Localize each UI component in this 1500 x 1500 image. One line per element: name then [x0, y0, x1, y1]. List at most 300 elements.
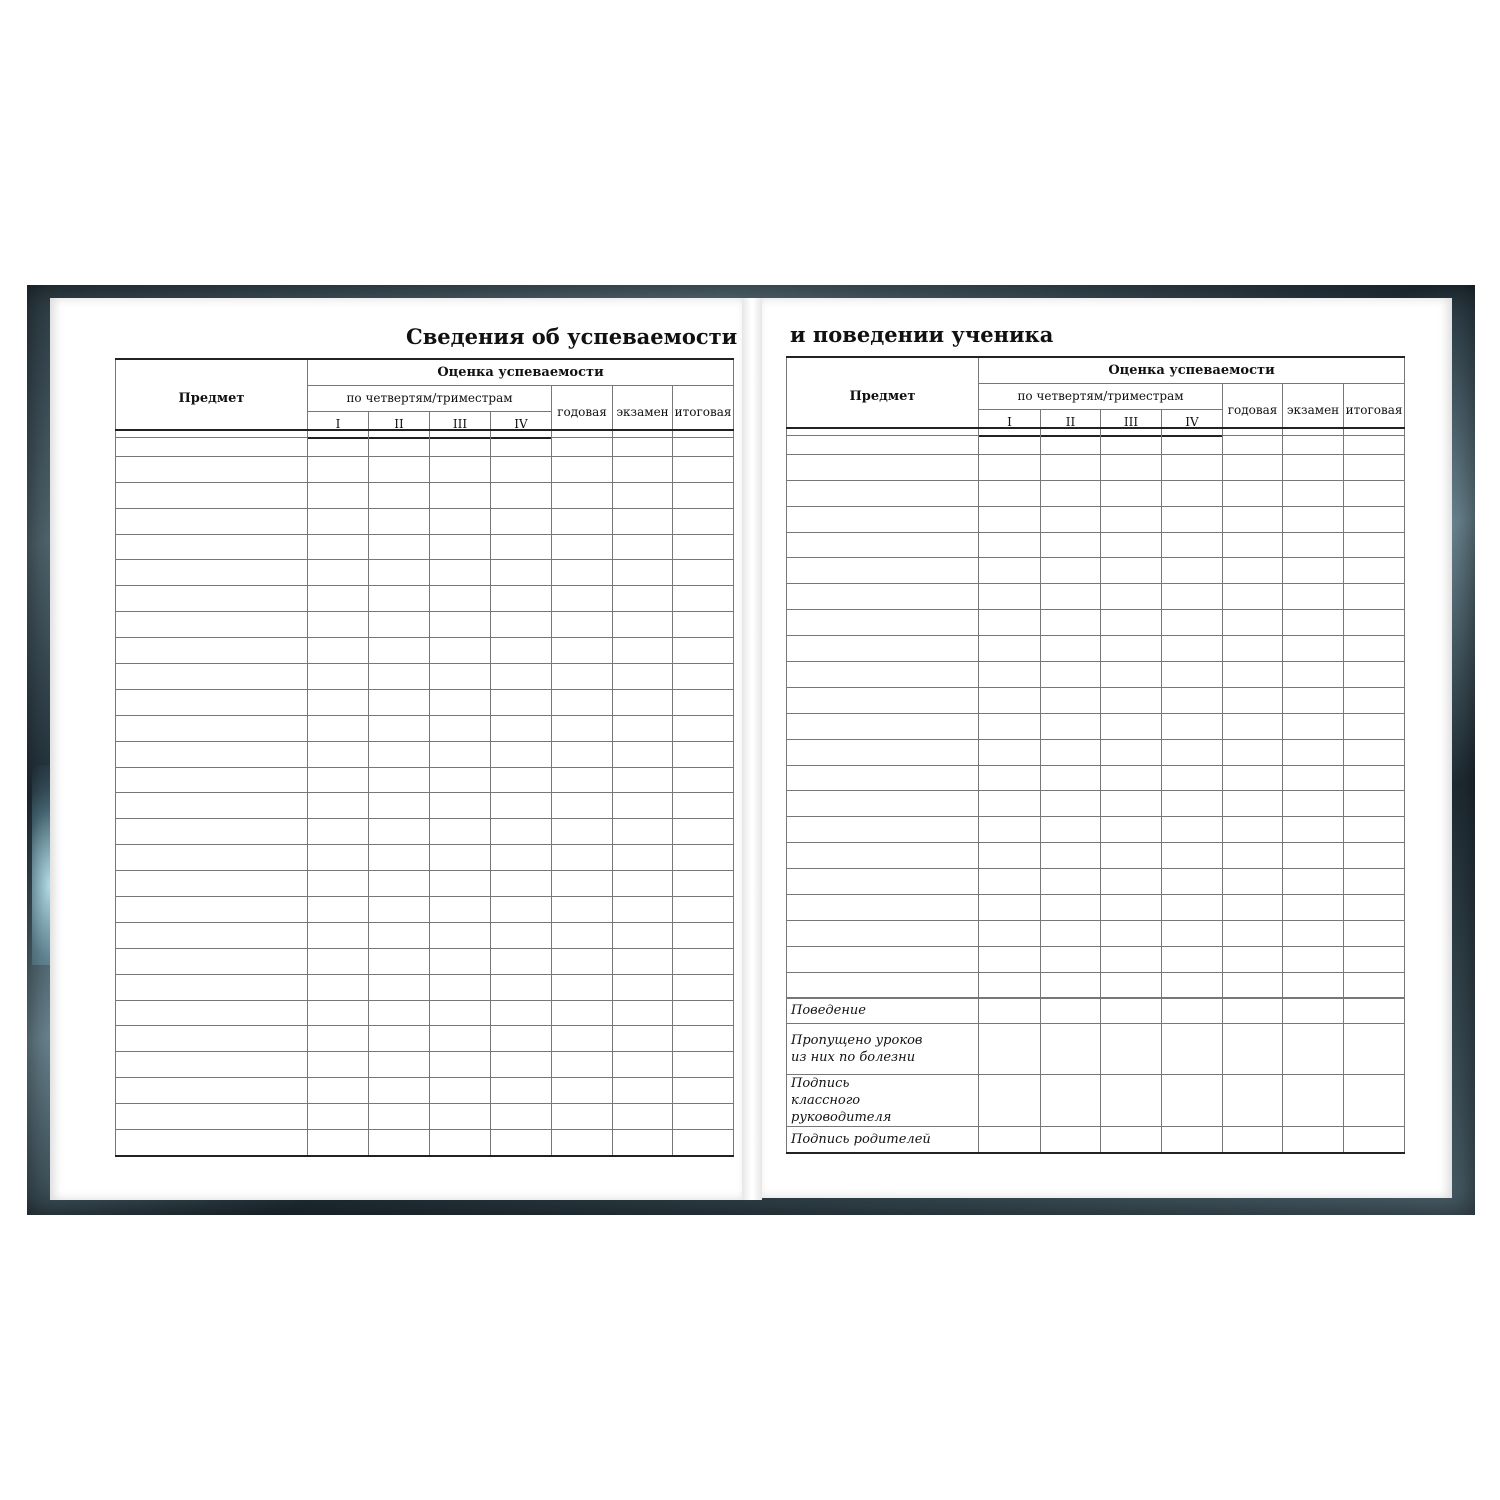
grade-cell[interactable] — [673, 871, 734, 897]
grade-cell[interactable] — [613, 689, 673, 715]
grade-cell[interactable] — [1283, 636, 1344, 662]
grade-cell[interactable] — [979, 558, 1041, 584]
grade-cell[interactable] — [1283, 428, 1344, 454]
grade-cell[interactable] — [369, 793, 430, 819]
grade-cell[interactable] — [491, 871, 552, 897]
grade-cell[interactable] — [308, 897, 369, 923]
grade-cell[interactable] — [491, 845, 552, 871]
grade-cell[interactable] — [1223, 480, 1283, 506]
subject-cell[interactable] — [787, 610, 979, 636]
grade-cell[interactable] — [308, 871, 369, 897]
grade-cell[interactable] — [1223, 687, 1283, 713]
grade-cell[interactable] — [673, 715, 734, 741]
grade-cell[interactable] — [613, 1130, 673, 1156]
grade-cell[interactable] — [369, 534, 430, 560]
grade-cell[interactable] — [1101, 584, 1162, 610]
subject-cell[interactable] — [787, 817, 979, 843]
grade-cell[interactable] — [1283, 843, 1344, 869]
grade-cell[interactable] — [613, 948, 673, 974]
grade-cell[interactable] — [673, 586, 734, 612]
grade-cell[interactable] — [613, 1104, 673, 1130]
grade-cell[interactable] — [308, 922, 369, 948]
grade-cell[interactable] — [1344, 843, 1405, 869]
grade-cell[interactable] — [613, 638, 673, 664]
grade-cell[interactable] — [308, 560, 369, 586]
grade-cell[interactable] — [673, 845, 734, 871]
grade-cell[interactable] — [308, 482, 369, 508]
grade-cell[interactable] — [613, 1078, 673, 1104]
subject-cell[interactable] — [116, 689, 308, 715]
subject-cell[interactable] — [787, 946, 979, 972]
grade-cell[interactable] — [1162, 895, 1223, 921]
grade-cell[interactable] — [491, 689, 552, 715]
grade-cell[interactable] — [1041, 584, 1101, 610]
grade-cell[interactable] — [491, 560, 552, 586]
grade-cell[interactable] — [552, 1052, 613, 1078]
grade-cell[interactable] — [430, 974, 491, 1000]
grade-cell[interactable] — [1101, 920, 1162, 946]
grade-cell[interactable] — [1344, 791, 1405, 817]
grade-cell[interactable] — [1223, 765, 1283, 791]
grade-cell[interactable] — [308, 1130, 369, 1156]
grade-cell[interactable] — [552, 430, 613, 456]
subject-cell[interactable] — [787, 687, 979, 713]
grade-cell[interactable] — [369, 897, 430, 923]
grade-cell[interactable] — [369, 689, 430, 715]
subject-cell[interactable] — [116, 1104, 308, 1130]
grade-cell[interactable] — [613, 560, 673, 586]
grade-cell[interactable] — [673, 1052, 734, 1078]
grade-cell[interactable] — [1101, 765, 1162, 791]
grade-cell[interactable] — [1101, 791, 1162, 817]
grade-cell[interactable] — [979, 662, 1041, 688]
grade-cell[interactable] — [1041, 532, 1101, 558]
grade-cell[interactable] — [491, 767, 552, 793]
grade-cell[interactable] — [369, 1104, 430, 1130]
grade-cell[interactable] — [1101, 480, 1162, 506]
grade-cell[interactable] — [1344, 765, 1405, 791]
grade-cell[interactable] — [491, 819, 552, 845]
grade-cell[interactable] — [1283, 739, 1344, 765]
grade-cell[interactable] — [369, 612, 430, 638]
grade-cell[interactable] — [430, 1104, 491, 1130]
grade-cell[interactable] — [430, 715, 491, 741]
grade-cell[interactable] — [1344, 662, 1405, 688]
grade-cell[interactable] — [979, 791, 1041, 817]
grade-cell[interactable] — [430, 1130, 491, 1156]
grade-cell[interactable] — [1041, 739, 1101, 765]
subject-cell[interactable] — [787, 636, 979, 662]
grade-cell[interactable] — [552, 456, 613, 482]
grade-cell[interactable] — [613, 793, 673, 819]
grade-cell[interactable] — [552, 508, 613, 534]
subject-cell[interactable] — [116, 1130, 308, 1156]
subject-cell[interactable] — [116, 586, 308, 612]
grade-cell[interactable] — [613, 897, 673, 923]
grade-cell[interactable] — [430, 871, 491, 897]
subject-cell[interactable] — [116, 534, 308, 560]
grade-cell[interactable] — [613, 430, 673, 456]
grade-cell[interactable] — [1041, 558, 1101, 584]
grade-cell[interactable] — [673, 1078, 734, 1104]
grade-cell[interactable] — [1344, 817, 1405, 843]
grade-cell[interactable] — [1223, 454, 1283, 480]
grade-cell[interactable] — [613, 871, 673, 897]
grade-cell[interactable] — [491, 897, 552, 923]
grade-cell[interactable] — [552, 482, 613, 508]
subject-cell[interactable] — [787, 506, 979, 532]
grade-cell[interactable] — [1162, 506, 1223, 532]
grade-cell[interactable] — [1283, 454, 1344, 480]
grade-cell[interactable] — [1041, 713, 1101, 739]
grade-cell[interactable] — [1283, 713, 1344, 739]
grade-cell[interactable] — [430, 664, 491, 690]
subject-cell[interactable] — [787, 920, 979, 946]
grade-cell[interactable] — [552, 922, 613, 948]
grade-cell[interactable] — [613, 586, 673, 612]
grade-cell[interactable] — [1041, 895, 1101, 921]
grade-cell[interactable] — [552, 974, 613, 1000]
grade-cell[interactable] — [613, 612, 673, 638]
grade-cell[interactable] — [1344, 558, 1405, 584]
grade-cell[interactable] — [979, 687, 1041, 713]
grade-cell[interactable] — [491, 793, 552, 819]
subject-cell[interactable] — [787, 558, 979, 584]
grade-cell[interactable] — [673, 767, 734, 793]
grade-cell[interactable] — [308, 974, 369, 1000]
grade-cell[interactable] — [1283, 532, 1344, 558]
grade-cell[interactable] — [1344, 532, 1405, 558]
grade-cell[interactable] — [491, 586, 552, 612]
grade-cell[interactable] — [369, 948, 430, 974]
grade-cell[interactable] — [1162, 610, 1223, 636]
grade-cell[interactable] — [430, 793, 491, 819]
grade-cell[interactable] — [430, 948, 491, 974]
grade-cell[interactable] — [1223, 895, 1283, 921]
grade-cell[interactable] — [552, 948, 613, 974]
grade-cell[interactable] — [430, 430, 491, 456]
grade-cell[interactable] — [1101, 895, 1162, 921]
subject-cell[interactable] — [787, 895, 979, 921]
grade-cell[interactable] — [308, 948, 369, 974]
grade-cell[interactable] — [552, 819, 613, 845]
grade-cell[interactable] — [308, 1052, 369, 1078]
subject-cell[interactable] — [116, 897, 308, 923]
subject-cell[interactable] — [116, 715, 308, 741]
grade-cell[interactable] — [1344, 428, 1405, 454]
subject-cell[interactable] — [116, 767, 308, 793]
grade-cell[interactable] — [1101, 946, 1162, 972]
grade-cell[interactable] — [613, 922, 673, 948]
grade-cell[interactable] — [430, 922, 491, 948]
grade-cell[interactable] — [430, 689, 491, 715]
subject-cell[interactable] — [116, 1052, 308, 1078]
grade-cell[interactable] — [1283, 869, 1344, 895]
subject-cell[interactable] — [116, 560, 308, 586]
grade-cell[interactable] — [491, 948, 552, 974]
grade-cell[interactable] — [430, 767, 491, 793]
subject-cell[interactable] — [787, 791, 979, 817]
grade-cell[interactable] — [1041, 636, 1101, 662]
grade-cell[interactable] — [491, 534, 552, 560]
grade-cell[interactable] — [308, 741, 369, 767]
grade-cell[interactable] — [1283, 765, 1344, 791]
grade-cell[interactable] — [673, 612, 734, 638]
grade-cell[interactable] — [552, 741, 613, 767]
grade-cell[interactable] — [979, 532, 1041, 558]
grade-cell[interactable] — [369, 560, 430, 586]
grade-cell[interactable] — [552, 638, 613, 664]
grade-cell[interactable] — [369, 974, 430, 1000]
grade-cell[interactable] — [308, 664, 369, 690]
grade-cell[interactable] — [1223, 428, 1283, 454]
grade-cell[interactable] — [673, 974, 734, 1000]
grade-cell[interactable] — [673, 560, 734, 586]
grade-cell[interactable] — [673, 482, 734, 508]
grade-cell[interactable] — [673, 1104, 734, 1130]
grade-cell[interactable] — [979, 636, 1041, 662]
grade-cell[interactable] — [1101, 739, 1162, 765]
grade-cell[interactable] — [491, 456, 552, 482]
grade-cell[interactable] — [1101, 532, 1162, 558]
grade-cell[interactable] — [1162, 454, 1223, 480]
grade-cell[interactable] — [552, 586, 613, 612]
grade-cell[interactable] — [1101, 713, 1162, 739]
grade-cell[interactable] — [1041, 687, 1101, 713]
grade-cell[interactable] — [1283, 480, 1344, 506]
subject-cell[interactable] — [787, 843, 979, 869]
grade-cell[interactable] — [1344, 687, 1405, 713]
grade-cell[interactable] — [1101, 454, 1162, 480]
grade-cell[interactable] — [552, 1000, 613, 1026]
grade-cell[interactable] — [1101, 687, 1162, 713]
grade-cell[interactable] — [308, 715, 369, 741]
grade-cell[interactable] — [308, 793, 369, 819]
grade-cell[interactable] — [1223, 558, 1283, 584]
grade-cell[interactable] — [369, 664, 430, 690]
grade-cell[interactable] — [979, 506, 1041, 532]
grade-cell[interactable] — [1162, 739, 1223, 765]
grade-cell[interactable] — [613, 715, 673, 741]
grade-cell[interactable] — [1344, 454, 1405, 480]
grade-cell[interactable] — [552, 1104, 613, 1130]
grade-cell[interactable] — [1041, 765, 1101, 791]
grade-cell[interactable] — [491, 638, 552, 664]
grade-cell[interactable] — [491, 741, 552, 767]
grade-cell[interactable] — [1344, 739, 1405, 765]
subject-cell[interactable] — [116, 819, 308, 845]
grade-cell[interactable] — [979, 610, 1041, 636]
grade-cell[interactable] — [1283, 817, 1344, 843]
grade-cell[interactable] — [979, 713, 1041, 739]
subject-cell[interactable] — [116, 456, 308, 482]
grade-cell[interactable] — [1344, 869, 1405, 895]
grade-cell[interactable] — [1041, 428, 1101, 454]
grade-cell[interactable] — [1162, 765, 1223, 791]
subject-cell[interactable] — [116, 845, 308, 871]
grade-cell[interactable] — [1101, 843, 1162, 869]
grade-cell[interactable] — [1344, 920, 1405, 946]
grade-cell[interactable] — [552, 612, 613, 638]
subject-cell[interactable] — [116, 871, 308, 897]
grade-cell[interactable] — [1101, 972, 1162, 998]
grade-cell[interactable] — [1101, 636, 1162, 662]
grade-cell[interactable] — [552, 767, 613, 793]
grade-cell[interactable] — [1223, 713, 1283, 739]
grade-cell[interactable] — [673, 948, 734, 974]
grade-cell[interactable] — [1162, 532, 1223, 558]
grade-cell[interactable] — [1283, 687, 1344, 713]
grade-cell[interactable] — [308, 1000, 369, 1026]
grade-cell[interactable] — [430, 1052, 491, 1078]
grade-cell[interactable] — [369, 819, 430, 845]
grade-cell[interactable] — [430, 741, 491, 767]
grade-cell[interactable] — [430, 1000, 491, 1026]
grade-cell[interactable] — [673, 664, 734, 690]
grade-cell[interactable] — [369, 638, 430, 664]
grade-cell[interactable] — [673, 508, 734, 534]
grade-cell[interactable] — [1162, 428, 1223, 454]
grade-cell[interactable] — [1283, 662, 1344, 688]
grade-cell[interactable] — [430, 508, 491, 534]
grade-cell[interactable] — [1223, 610, 1283, 636]
grade-cell[interactable] — [1283, 506, 1344, 532]
grade-cell[interactable] — [308, 1026, 369, 1052]
grade-cell[interactable] — [613, 767, 673, 793]
grade-cell[interactable] — [1344, 480, 1405, 506]
grade-cell[interactable] — [369, 586, 430, 612]
grade-cell[interactable] — [369, 845, 430, 871]
grade-cell[interactable] — [613, 482, 673, 508]
grade-cell[interactable] — [1162, 843, 1223, 869]
grade-cell[interactable] — [308, 1078, 369, 1104]
grade-cell[interactable] — [1344, 972, 1405, 998]
subject-cell[interactable] — [787, 454, 979, 480]
grade-cell[interactable] — [1162, 946, 1223, 972]
grade-cell[interactable] — [369, 1000, 430, 1026]
grade-cell[interactable] — [1283, 972, 1344, 998]
grade-cell[interactable] — [1162, 636, 1223, 662]
grade-cell[interactable] — [1101, 428, 1162, 454]
grade-cell[interactable] — [673, 793, 734, 819]
grade-cell[interactable] — [979, 480, 1041, 506]
grade-cell[interactable] — [369, 741, 430, 767]
grade-cell[interactable] — [1162, 869, 1223, 895]
grade-cell[interactable] — [1344, 713, 1405, 739]
grade-cell[interactable] — [1041, 946, 1101, 972]
grade-cell[interactable] — [1041, 843, 1101, 869]
grade-cell[interactable] — [1101, 817, 1162, 843]
grade-cell[interactable] — [1344, 506, 1405, 532]
grade-cell[interactable] — [308, 767, 369, 793]
grade-cell[interactable] — [1223, 584, 1283, 610]
grade-cell[interactable] — [491, 1052, 552, 1078]
grade-cell[interactable] — [1223, 739, 1283, 765]
grade-cell[interactable] — [491, 612, 552, 638]
grade-cell[interactable] — [1041, 817, 1101, 843]
grade-cell[interactable] — [369, 767, 430, 793]
subject-cell[interactable] — [116, 482, 308, 508]
grade-cell[interactable] — [1223, 972, 1283, 998]
subject-cell[interactable] — [116, 793, 308, 819]
grade-cell[interactable] — [552, 534, 613, 560]
grade-cell[interactable] — [430, 1078, 491, 1104]
grade-cell[interactable] — [613, 741, 673, 767]
grade-cell[interactable] — [430, 560, 491, 586]
grade-cell[interactable] — [369, 1052, 430, 1078]
grade-cell[interactable] — [491, 1130, 552, 1156]
grade-cell[interactable] — [369, 482, 430, 508]
grade-cell[interactable] — [308, 819, 369, 845]
grade-cell[interactable] — [613, 508, 673, 534]
grade-cell[interactable] — [1223, 532, 1283, 558]
grade-cell[interactable] — [1344, 636, 1405, 662]
grade-cell[interactable] — [430, 612, 491, 638]
subject-cell[interactable] — [116, 741, 308, 767]
grade-cell[interactable] — [491, 664, 552, 690]
grade-cell[interactable] — [673, 638, 734, 664]
grade-cell[interactable] — [308, 586, 369, 612]
grade-cell[interactable] — [308, 508, 369, 534]
grade-cell[interactable] — [491, 1078, 552, 1104]
subject-cell[interactable] — [787, 869, 979, 895]
grade-cell[interactable] — [673, 741, 734, 767]
grade-cell[interactable] — [308, 638, 369, 664]
grade-cell[interactable] — [369, 508, 430, 534]
grade-cell[interactable] — [1162, 662, 1223, 688]
grade-cell[interactable] — [673, 819, 734, 845]
grade-cell[interactable] — [1162, 972, 1223, 998]
grade-cell[interactable] — [613, 845, 673, 871]
grade-cell[interactable] — [1162, 584, 1223, 610]
subject-cell[interactable] — [116, 508, 308, 534]
grade-cell[interactable] — [369, 456, 430, 482]
grade-cell[interactable] — [979, 946, 1041, 972]
grade-cell[interactable] — [1162, 558, 1223, 584]
grade-cell[interactable] — [552, 845, 613, 871]
grade-cell[interactable] — [1223, 843, 1283, 869]
grade-cell[interactable] — [1283, 584, 1344, 610]
grade-cell[interactable] — [1101, 610, 1162, 636]
grade-cell[interactable] — [491, 430, 552, 456]
grade-cell[interactable] — [673, 1000, 734, 1026]
grade-cell[interactable] — [1041, 972, 1101, 998]
subject-cell[interactable] — [116, 974, 308, 1000]
grade-cell[interactable] — [1283, 895, 1344, 921]
subject-cell[interactable] — [116, 1078, 308, 1104]
grade-cell[interactable] — [673, 922, 734, 948]
grade-cell[interactable] — [613, 819, 673, 845]
grade-cell[interactable] — [430, 845, 491, 871]
grade-cell[interactable] — [673, 897, 734, 923]
grade-cell[interactable] — [979, 895, 1041, 921]
grade-cell[interactable] — [1162, 791, 1223, 817]
grade-cell[interactable] — [1223, 506, 1283, 532]
grade-cell[interactable] — [369, 430, 430, 456]
grade-cell[interactable] — [1101, 506, 1162, 532]
grade-cell[interactable] — [308, 430, 369, 456]
grade-cell[interactable] — [1283, 920, 1344, 946]
grade-cell[interactable] — [552, 793, 613, 819]
grade-cell[interactable] — [491, 1000, 552, 1026]
grade-cell[interactable] — [979, 765, 1041, 791]
grade-cell[interactable] — [552, 1078, 613, 1104]
grade-cell[interactable] — [673, 534, 734, 560]
grade-cell[interactable] — [1344, 895, 1405, 921]
grade-cell[interactable] — [369, 1026, 430, 1052]
grade-cell[interactable] — [673, 456, 734, 482]
grade-cell[interactable] — [308, 845, 369, 871]
